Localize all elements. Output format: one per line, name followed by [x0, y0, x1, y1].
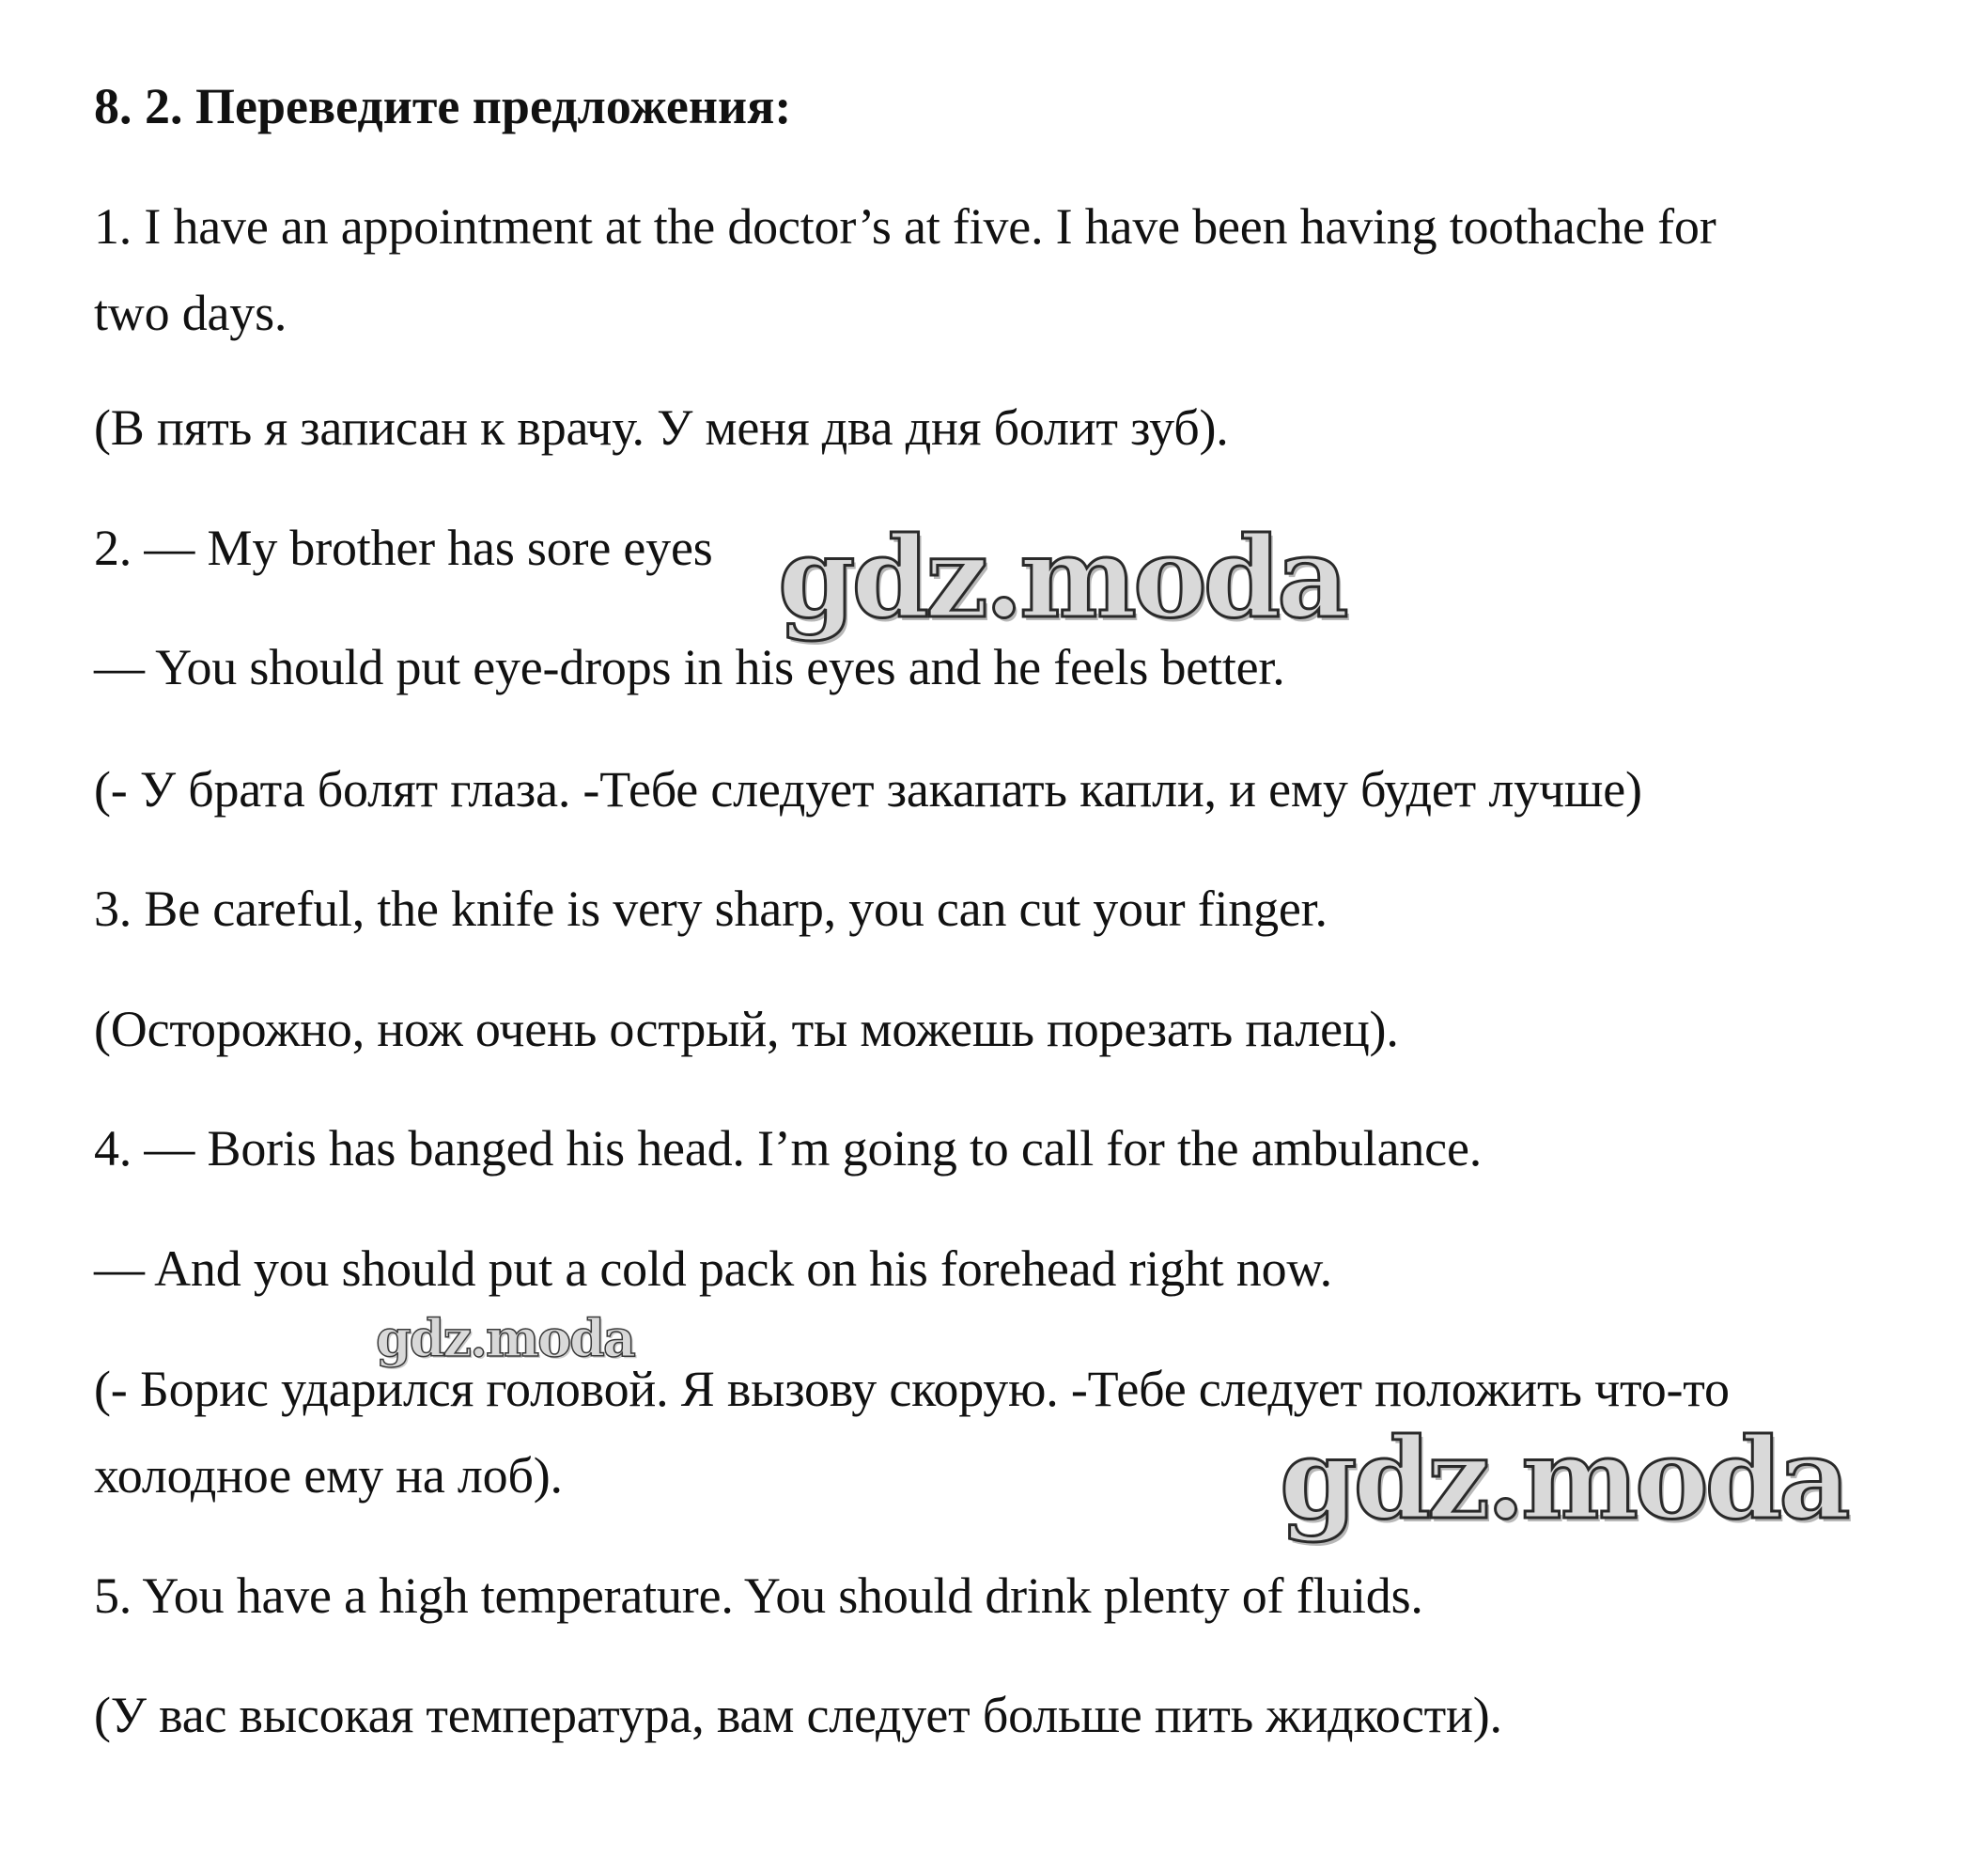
sentence-2-en-line-2: — You should put eye-drops in his eyes and he feels better.: [94, 639, 1285, 695]
sentence-4-en-line-1: 4. — Boris has banged his head. I’m going to call for the ambulance.: [94, 1120, 1483, 1177]
sentence-5-ru: (У вас высокая температура, вам следует больше пить жидкости).: [94, 1687, 1502, 1743]
watermark-logo: gdz.moda: [1280, 1413, 1847, 1544]
watermark-logo: gdz.moda: [376, 1308, 634, 1368]
sentence-3-ru: (Осторожно, нож очень острый, ты можешь порезать палец).: [94, 1001, 1399, 1057]
sentence-1-en-line-1: 1. I have an appointment at the doctor’s at five. I have been having toothache for: [94, 198, 1716, 255]
sentence-4-ru-line-1: (- Борис ударился головой. Я вызову скорую. -Тебе следует положить что-то: [94, 1361, 1730, 1417]
exercise-title: 8. 2. Переведите предложения:: [94, 78, 792, 134]
sentence-4-ru-line-2: холодное ему на лоб).: [94, 1447, 563, 1504]
sentence-2-ru: (- У брата болят глаза. -Тебе следует закапать капли, и ему будет лучше): [94, 761, 1642, 818]
sentence-2-en-line-1: 2. — My brother has sore eyes: [94, 520, 713, 576]
sentence-5-en: 5. You have a high temperature. You should drink plenty of fluids.: [94, 1567, 1423, 1624]
sentence-1-en-line-2: two days.: [94, 285, 287, 341]
sentence-1-ru: (В пять я записан к врачу. У меня два дня болит зуб).: [94, 399, 1229, 456]
watermark-logo: gdz.moda: [778, 512, 1345, 643]
sentence-4-en-line-2: — And you should put a cold pack on his forehead right now.: [94, 1240, 1332, 1297]
sentence-3-en: 3. Be careful, the knife is very sharp, you can cut your finger.: [94, 881, 1328, 937]
